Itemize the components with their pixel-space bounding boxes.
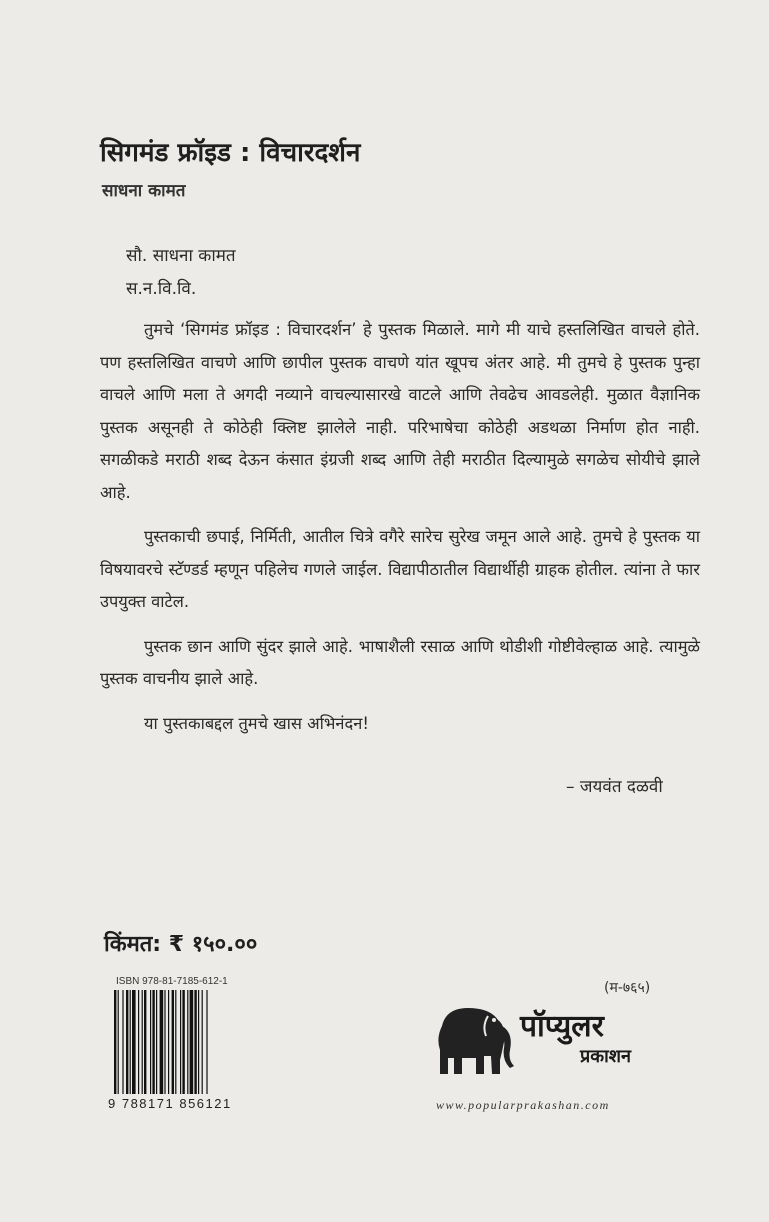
catalog-code: (म-७६५)	[604, 980, 651, 996]
letter-recipient-name: सौ. साधना कामत	[126, 246, 236, 266]
barcode-icon	[112, 990, 252, 1094]
publisher-name: पॉप्युलर	[520, 1009, 604, 1044]
letter-paragraph: पुस्तकाची छपाई, निर्मिती, आतील चित्रे वगैरे सारेच सुरेख जमून आले आहे. तुमचे हे पुस्तक या विषयावरचे स्टॅण्डर्ड म्हणून पहिलेच गणले जाईल. विद्यापीठातील विद्यार्थीही ग्राहक होतील. त्यांना ते फार उपयुक्त वाटेल.	[100, 527, 700, 611]
letter-signature: – जयवंत दळवी	[566, 777, 663, 797]
letter-salutation: स.न.वि.वि.	[126, 279, 197, 299]
isbn-label: ISBN 978-81-7185-612-1	[116, 976, 228, 987]
letter-body	[100, 314, 700, 752]
letter-paragraph: या पुस्तकाबद्दल तुमचे खास अभिनंदन!	[144, 713, 369, 733]
letter-paragraph: पुस्तक छान आणि सुंदर झाले आहे. भाषाशैली रसाळ आणि थोडीशी गोष्टीवेल्हाळ आहे. त्यामुळे पुस्तक वाचनीय झाले आहे.	[100, 636, 700, 688]
publisher-logo	[428, 996, 700, 1082]
publisher-subtitle: प्रकाशन	[580, 1046, 631, 1067]
price-label: किंमत: ₹ १५०.००	[104, 932, 258, 957]
book-author: साधना कामत	[102, 181, 186, 201]
book-title: सिगमंड फ्रॉइड : विचारदर्शन	[100, 138, 361, 168]
elephant-icon	[428, 996, 518, 1082]
publisher-website: www.popularprakashan.com	[436, 1098, 610, 1112]
isbn-digits: 9 788171 856121	[108, 1096, 232, 1111]
letter-paragraph: तुमचे ‘सिगमंड फ्रॉइड : विचारदर्शन’ हे पुस्तक मिळाले. मागे मी याचे हस्तलिखित वाचले होते. पण हस्तलिखित वाचणे आणि छापील पुस्तक वाचणे यांत खूपच अंतर आहे. मी तुमचे हे पुस्तक पुन्हा वाचले आणि मला ते अगदी नव्याने वाचल्यासारखे वाटले आणि तेवढेच आवडलेही. मुळात वैज्ञानिक पुस्तक असूनही ते कोठेही क्लिष्ट झालेले नाही. परिभाषेचा कोठेही अडथळा निर्माण होत नाही. सगळीकडे मराठी शब्द देऊन कंसात इंग्रजी शब्द आणि तेही मराठीत दिल्यामुळे सगळेच सोयीचे झाले आहे.	[100, 320, 700, 502]
